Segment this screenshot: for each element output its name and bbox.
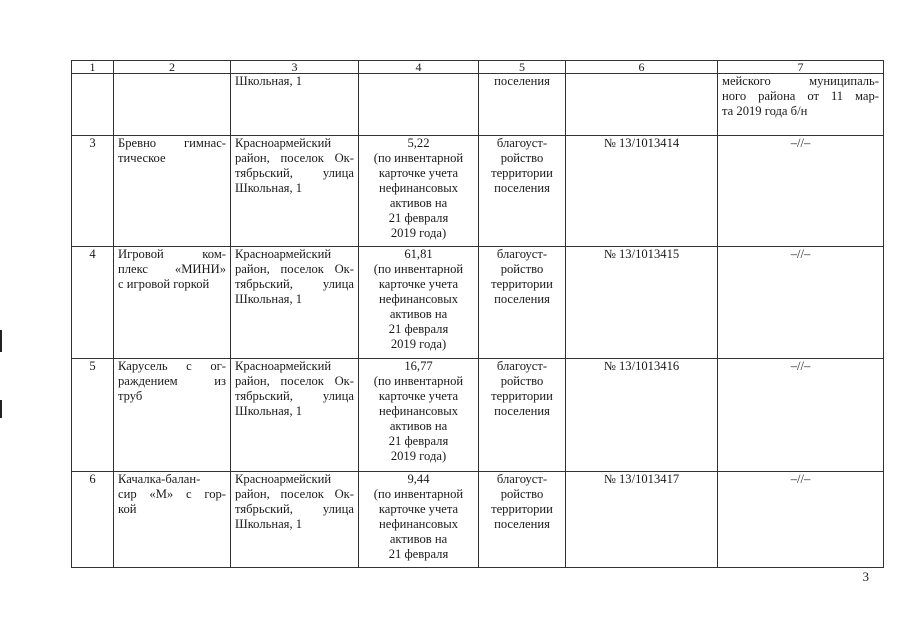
purpose-line: благоуст- [496,136,548,150]
purpose-line: поселения [494,292,550,306]
cell-name [114,359,231,472]
value-line: активов на [389,532,448,546]
column-number-header [72,61,884,74]
basis-ditto: –//– [790,359,811,373]
purpose-line: поселения [494,404,550,418]
value-line: активов на [389,196,448,210]
address-line: Красноармейский [235,359,332,373]
scan-edge-mark [0,400,2,418]
value-line: (по инвентарной [373,151,464,165]
col-header: 7 [718,61,884,74]
address-line: район, поселок Ок- [235,151,354,165]
col-header: 4 [359,61,479,74]
table-row [72,472,884,568]
value-line: (по инвентарной [373,487,464,501]
value-line: карточке учета [378,502,459,516]
row-number: 4 [89,247,96,261]
table-row [72,136,884,247]
value-line: 5,22 [407,136,430,150]
name-line: кой [118,502,137,516]
value-line: активов на [389,307,448,321]
cell-num [72,359,114,472]
value-line: нефинансовых [378,517,459,531]
address-line: Школьная, 1 [235,517,303,531]
basis-ditto: –//– [790,247,811,261]
value-line: 61,81 [404,247,433,261]
property-table [71,60,884,568]
continuation-row [72,74,884,136]
value-line: (по инвентарной [373,374,464,388]
inventory-number: № 13/1013417 [603,472,680,486]
value-line: 2019 года) [390,226,447,240]
value-line: 21 февраля [388,322,449,336]
cell-name [114,247,231,359]
cell-value [359,136,479,247]
cell-name [114,136,231,247]
cell-address [231,74,359,136]
scan-edge-mark [0,330,2,352]
address-line: Школьная, 1 [235,181,303,195]
value-line: карточке учета [378,277,459,291]
cell-num [72,136,114,247]
col-header: 1 [72,61,114,74]
value-line: 21 февраля [388,547,449,561]
cell-purpose [479,247,566,359]
purpose-line: поселения [494,74,550,88]
name-line: Качалка-балан- [118,472,201,486]
cell-value [359,472,479,568]
address-line: тябрьский, улица [235,166,354,180]
value-line: карточке учета [378,389,459,403]
address-line: тябрьский, улица [235,277,354,291]
cell-value [359,247,479,359]
page-number: 3 [862,569,869,584]
basis-line: ного района от 11 мар- [722,89,879,103]
name-line: тическое [118,151,166,165]
purpose-line: благоуст- [496,359,548,373]
address-line: Красноармейский [235,247,332,261]
cell-num [72,74,114,136]
purpose-line: благоуст- [496,472,548,486]
value-line: нефинансовых [378,404,459,418]
value-line: карточке учета [378,166,459,180]
row-number: 6 [89,472,96,486]
cell-basis [718,74,884,136]
basis-ditto: –//– [790,136,811,150]
cell-purpose [479,74,566,136]
cell-basis [718,472,884,568]
address-line: район, поселок Ок- [235,262,354,276]
inventory-number: № 13/1013414 [603,136,680,150]
cell-basis [718,247,884,359]
row-number: 5 [89,359,96,373]
col-header: 2 [114,61,231,74]
col-header: 6 [566,61,718,74]
cell-purpose [479,472,566,568]
address-line: Красноармейский [235,136,332,150]
cell-inv-no [566,136,718,247]
purpose-line: благоуст- [496,247,548,261]
value-line: 21 февраля [388,434,449,448]
name-line: раждением из [118,374,226,388]
cell-name [114,472,231,568]
cell-inv-no [566,359,718,472]
name-line: труб [118,389,143,403]
inventory-number: № 13/1013415 [603,247,680,261]
value-line: (по инвентарной [373,262,464,276]
value-line: 2019 года) [390,449,447,463]
value-line: 2019 года) [390,337,447,351]
cell-address [231,136,359,247]
cell-name [114,74,231,136]
purpose-line: территории [491,502,553,516]
purpose-line: территории [491,166,553,180]
cell-num [72,247,114,359]
purpose-line: поселения [494,181,550,195]
purpose-line: поселения [494,517,550,531]
table-row [72,359,884,472]
value-line: нефинансовых [378,181,459,195]
purpose-line: ройство [500,262,544,276]
basis-line: та 2019 года б/н [722,104,808,118]
cell-inv-no [566,74,718,136]
cell-num [72,472,114,568]
value-line: 21 февраля [388,211,449,225]
name-line: Карусель с ог- [118,359,226,373]
name-line: Игровой ком- [118,247,226,261]
value-line: 16,77 [404,359,433,373]
value-line: активов на [389,419,448,433]
table-row [72,247,884,359]
cell-inv-no [566,472,718,568]
address-line: тябрьский, улица [235,389,354,403]
col-header: 3 [231,61,359,74]
value-line: 9,44 [407,472,430,486]
address-line: Школьная, 1 [235,74,303,88]
purpose-line: ройство [500,487,544,501]
value-line: нефинансовых [378,292,459,306]
name-line: сир «М» с гор- [118,487,226,501]
cell-purpose [479,136,566,247]
cell-inv-no [566,247,718,359]
name-line: с игровой горкой [118,277,210,291]
basis-line: мейского муниципаль- [722,74,879,88]
purpose-line: территории [491,389,553,403]
cell-basis [718,359,884,472]
address-line: район, поселок Ок- [235,487,354,501]
address-line: район, поселок Ок- [235,374,354,388]
address-line: Школьная, 1 [235,404,303,418]
cell-address [231,472,359,568]
address-line: Красноармейский [235,472,332,486]
purpose-line: территории [491,277,553,291]
cell-value [359,359,479,472]
purpose-line: ройство [500,374,544,388]
inventory-number: № 13/1013416 [603,359,680,373]
col-header: 5 [479,61,566,74]
row-number: 3 [89,136,96,150]
address-line: тябрьский, улица [235,502,354,516]
cell-address [231,247,359,359]
cell-purpose [479,359,566,472]
basis-ditto: –//– [790,472,811,486]
cell-address [231,359,359,472]
name-line: Бревно гимнас- [118,136,226,150]
cell-basis [718,136,884,247]
cell-value [359,74,479,136]
address-line: Школьная, 1 [235,292,303,306]
name-line: плекс «МИНИ» [118,262,226,276]
purpose-line: ройство [500,151,544,165]
